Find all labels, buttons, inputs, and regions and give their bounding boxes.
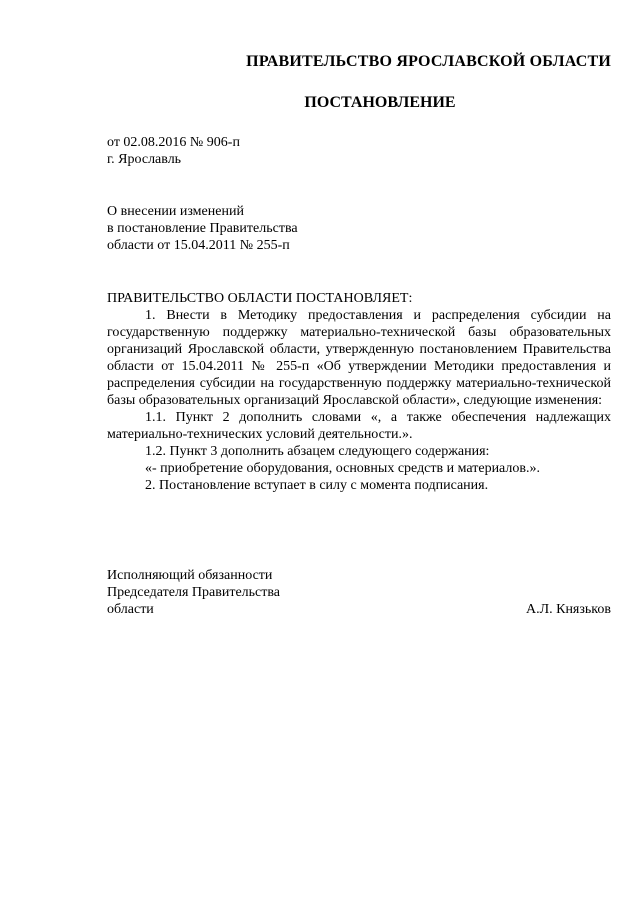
signer-name: А.Л. Князьков <box>526 602 611 617</box>
date-and-number: от 02.08.2016 № 906-п <box>107 135 240 150</box>
city: г. Ярославль <box>107 152 182 167</box>
paragraph-2: 2. Постановление вступает в силу с момента подписания. <box>145 478 489 493</box>
signature-row <box>107 601 611 618</box>
paragraph-1-1: 1.1. Пункт 2 дополнить словами «, а также обеспечения надлежащих материально-технических условий деятельности.». <box>107 410 611 442</box>
document-meta <box>107 134 240 168</box>
signer-position: области <box>107 602 154 617</box>
document-subject <box>107 203 298 254</box>
signature-block <box>107 567 611 618</box>
signer-position: Исполняющий обязанности <box>107 568 273 583</box>
paragraph-1-2: 1.2. Пункт 3 дополнить абзацем следующего содержания: <box>145 444 490 459</box>
paragraph-1: 1. Внести в Методику предоставления и распределения субсидии на государственную поддержку материально-технической базы образовательных организаций Ярославской области, утвержденную постановлением Правительства области от 15.04.2011 № 255-п «Об утверждении Методики предоставления и распределения субсидии на государственную поддержку материально-технической базы образовательных организаций Ярославской области», следующие изменения: <box>107 308 611 408</box>
subject-line: в постановление Правительства <box>107 221 298 236</box>
document-body <box>107 290 611 494</box>
organization-title: ПРАВИТЕЛЬСТВО ЯРОСЛАВСКОЙ ОБЛАСТИ <box>246 53 611 70</box>
subject-line: О внесении изменений <box>107 204 244 219</box>
subject-line: области от 15.04.2011 № 255-п <box>107 238 290 253</box>
paragraph-1-2-quote: «- приобретение оборудования, основных средств и материалов.». <box>145 461 540 476</box>
signer-position: Председателя Правительства <box>107 585 281 600</box>
decree-heading: ПРАВИТЕЛЬСТВО ОБЛАСТИ ПОСТАНОВЛЯЕТ: <box>107 291 413 306</box>
document-type: ПОСТАНОВЛЕНИЕ <box>304 94 456 111</box>
